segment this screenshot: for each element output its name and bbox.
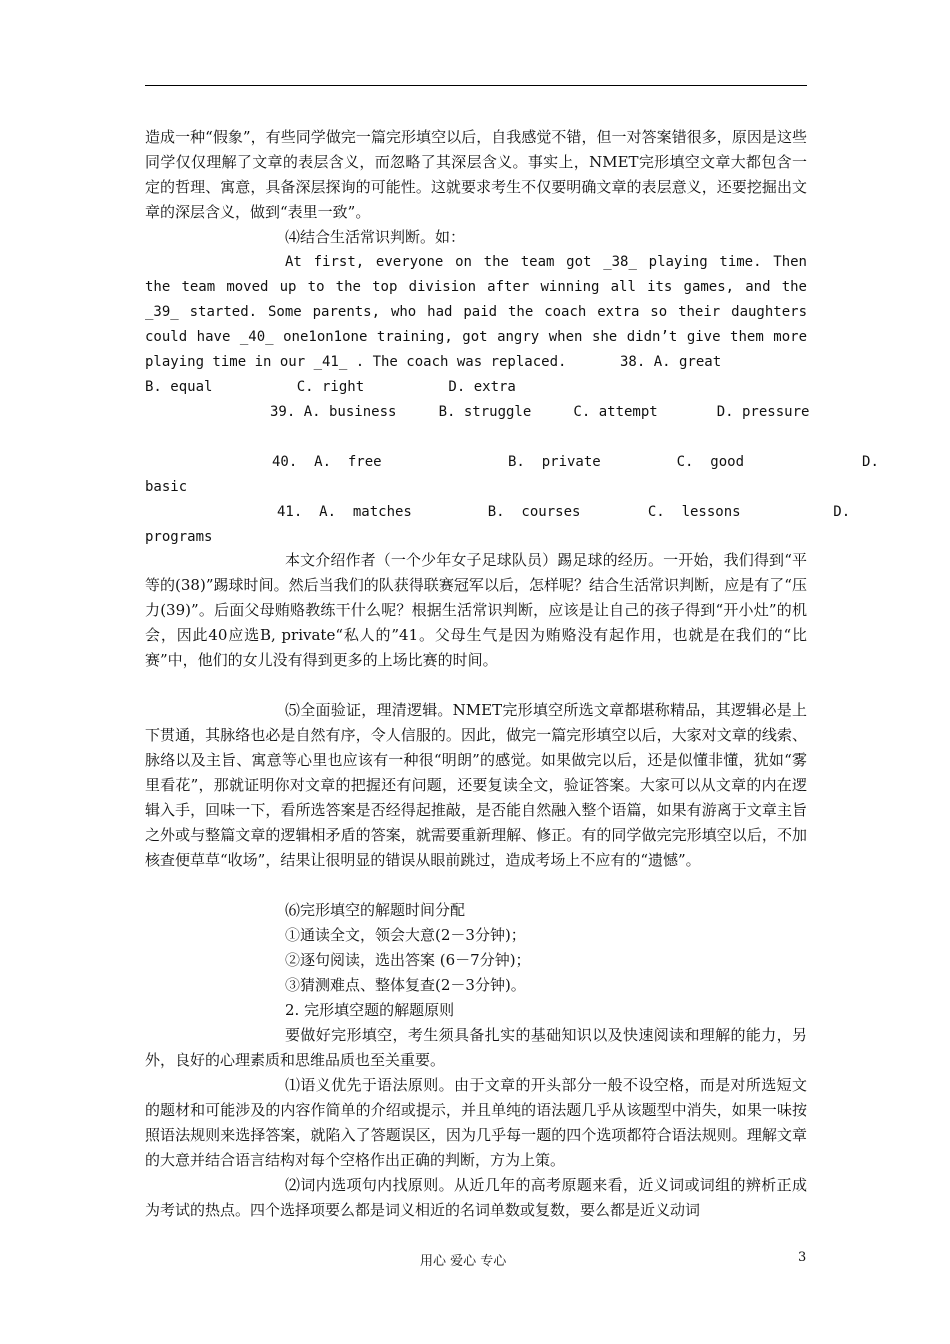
paragraph-rule-2: ⑵词内选项句内找原则。从近几年的高考原题来看，近义词或词组的辨析正成为考试的热点。四个选择项要么都是词义相近的名词单数或复数，要么都是近义动词 <box>145 1176 807 1219</box>
heading-common-sense: ⑷结合生活常识判断。如： <box>285 228 466 246</box>
header-rule <box>145 85 807 86</box>
paragraph-intro: 造成一种“假象”，有些同学做完一篇完形填空以后，自我感觉不错，但一对答案错很多，原因是这些同学仅仅理解了文章的表层含义，而忽略了其深层含义。事实上，NMET完形填空文章大都包含一定的哲理、寓意，具备深层探询的可能性。这就要求考生不仅要明确文章的表层意义，还要挖掘出文章的深层含义，做到“表里一致”。 <box>145 128 807 221</box>
time-step-3: ③猜测难点、整体复查(2－3分钟)。 <box>285 976 526 994</box>
footer-motto: 用心 爱心 专心 <box>420 1254 507 1269</box>
paragraph-verify-logic: ⑸全面验证，理清逻辑。NMET完形填空所选文章都堪称精品，其逻辑必是上下贯通，其脉络也必是自然有序，令人信服的。因此，做完一篇完形填空以后，大家对文章的线索、脉络以及主旨、寓意等心里也应该有一种很“明朗”的感觉。如果做完以后，还是似懂非懂，犹如“雾里看花”，那就证明你对文章的把握还有问题，还要复读全文，验证答案。大家可以从文章的内在逻辑入手，回味一下，看所选答案是否经得起推敲，是否能自然融入整个语篇，如果有游离于文章主旨之外或与整篇文章的逻辑相矛盾的答案，就需要重新理解、修正。有的同学做完完形填空以后，不加核查便草草“收场”，结果让很明显的错误从眼前跳过，造成考场上不应有的“遗憾”。 <box>145 701 807 869</box>
question-40-options: 40. A. free B. private C. good D. <box>272 454 879 470</box>
heading-principles: 2. 完形填空题的解题原则 <box>285 1001 455 1019</box>
paragraph-rule-1: ⑴语义优先于语法原则。由于文章的开头部分一般不设空格，而是对所选短文的题材和可能涉及的内容作简单的介绍或提示，并且单纯的语法题几乎从该题型中消失，如果一味按照语法规则来选择答案，就陷入了答题误区，因为几乎每一题的四个选项都符合语法规则。理解文章的大意并结合语言结构对每个空格作出正确的判断，方为上策。 <box>145 1076 807 1169</box>
question-38-option-a: 38. A. great <box>620 354 722 370</box>
heading-time-allocation: ⑹完形填空的解题时间分配 <box>285 901 466 919</box>
time-step-2: ②逐句阅读，选出答案 (6－7分钟)； <box>285 951 531 969</box>
paragraph-principles: 要做好完形填空，考生须具备扎实的基础知识以及快速阅读和理解的能力，另外，良好的心理素质和思维品质也至关重要。 <box>145 1026 807 1069</box>
question-41-option-d: programs <box>145 529 213 545</box>
english-passage-text: At first, everyone on the team got _38_ playing time. Then the team moved up to the top division after winning all its games, and the _39_ started. Some parents, who had paid the coach extra so their daughters could have _40_ one1on1one training, got angry when she didn’t give them more playing time in our _41_ . The coach was replaced. <box>145 254 807 370</box>
paragraph-analysis: 本文介绍作者（一个少年女子足球队员）踢足球的经历。一开始，我们得到“平等的(38)”踢球时间。然后当我们的队获得联赛冠军以后，怎样呢？结合生活常识判断，应是有了“压力(39)”。后面父母贿赂教练干什么呢？根据生活常识判断，应该是让自己的孩子得到“开小灶”的机会，因此40应选B, private“私人的”41。父母生气是因为贿赂没有起作用，也就是在我们的“比赛”中，他们的女儿没有得到更多的上场比赛的时间。 <box>145 551 807 669</box>
question-39-options: 39. A. business B. struggle C. attempt D. pressure <box>270 404 810 420</box>
question-40-option-d: basic <box>145 479 188 495</box>
page-number: 3 <box>798 1250 807 1265</box>
question-38-options: B. equal C. right D. extra <box>145 379 516 395</box>
question-41-options: 41. A. matches B. courses C. lessons D. <box>277 504 851 520</box>
time-step-1: ①通读全文，领会大意(2－3分钟)； <box>285 926 526 944</box>
